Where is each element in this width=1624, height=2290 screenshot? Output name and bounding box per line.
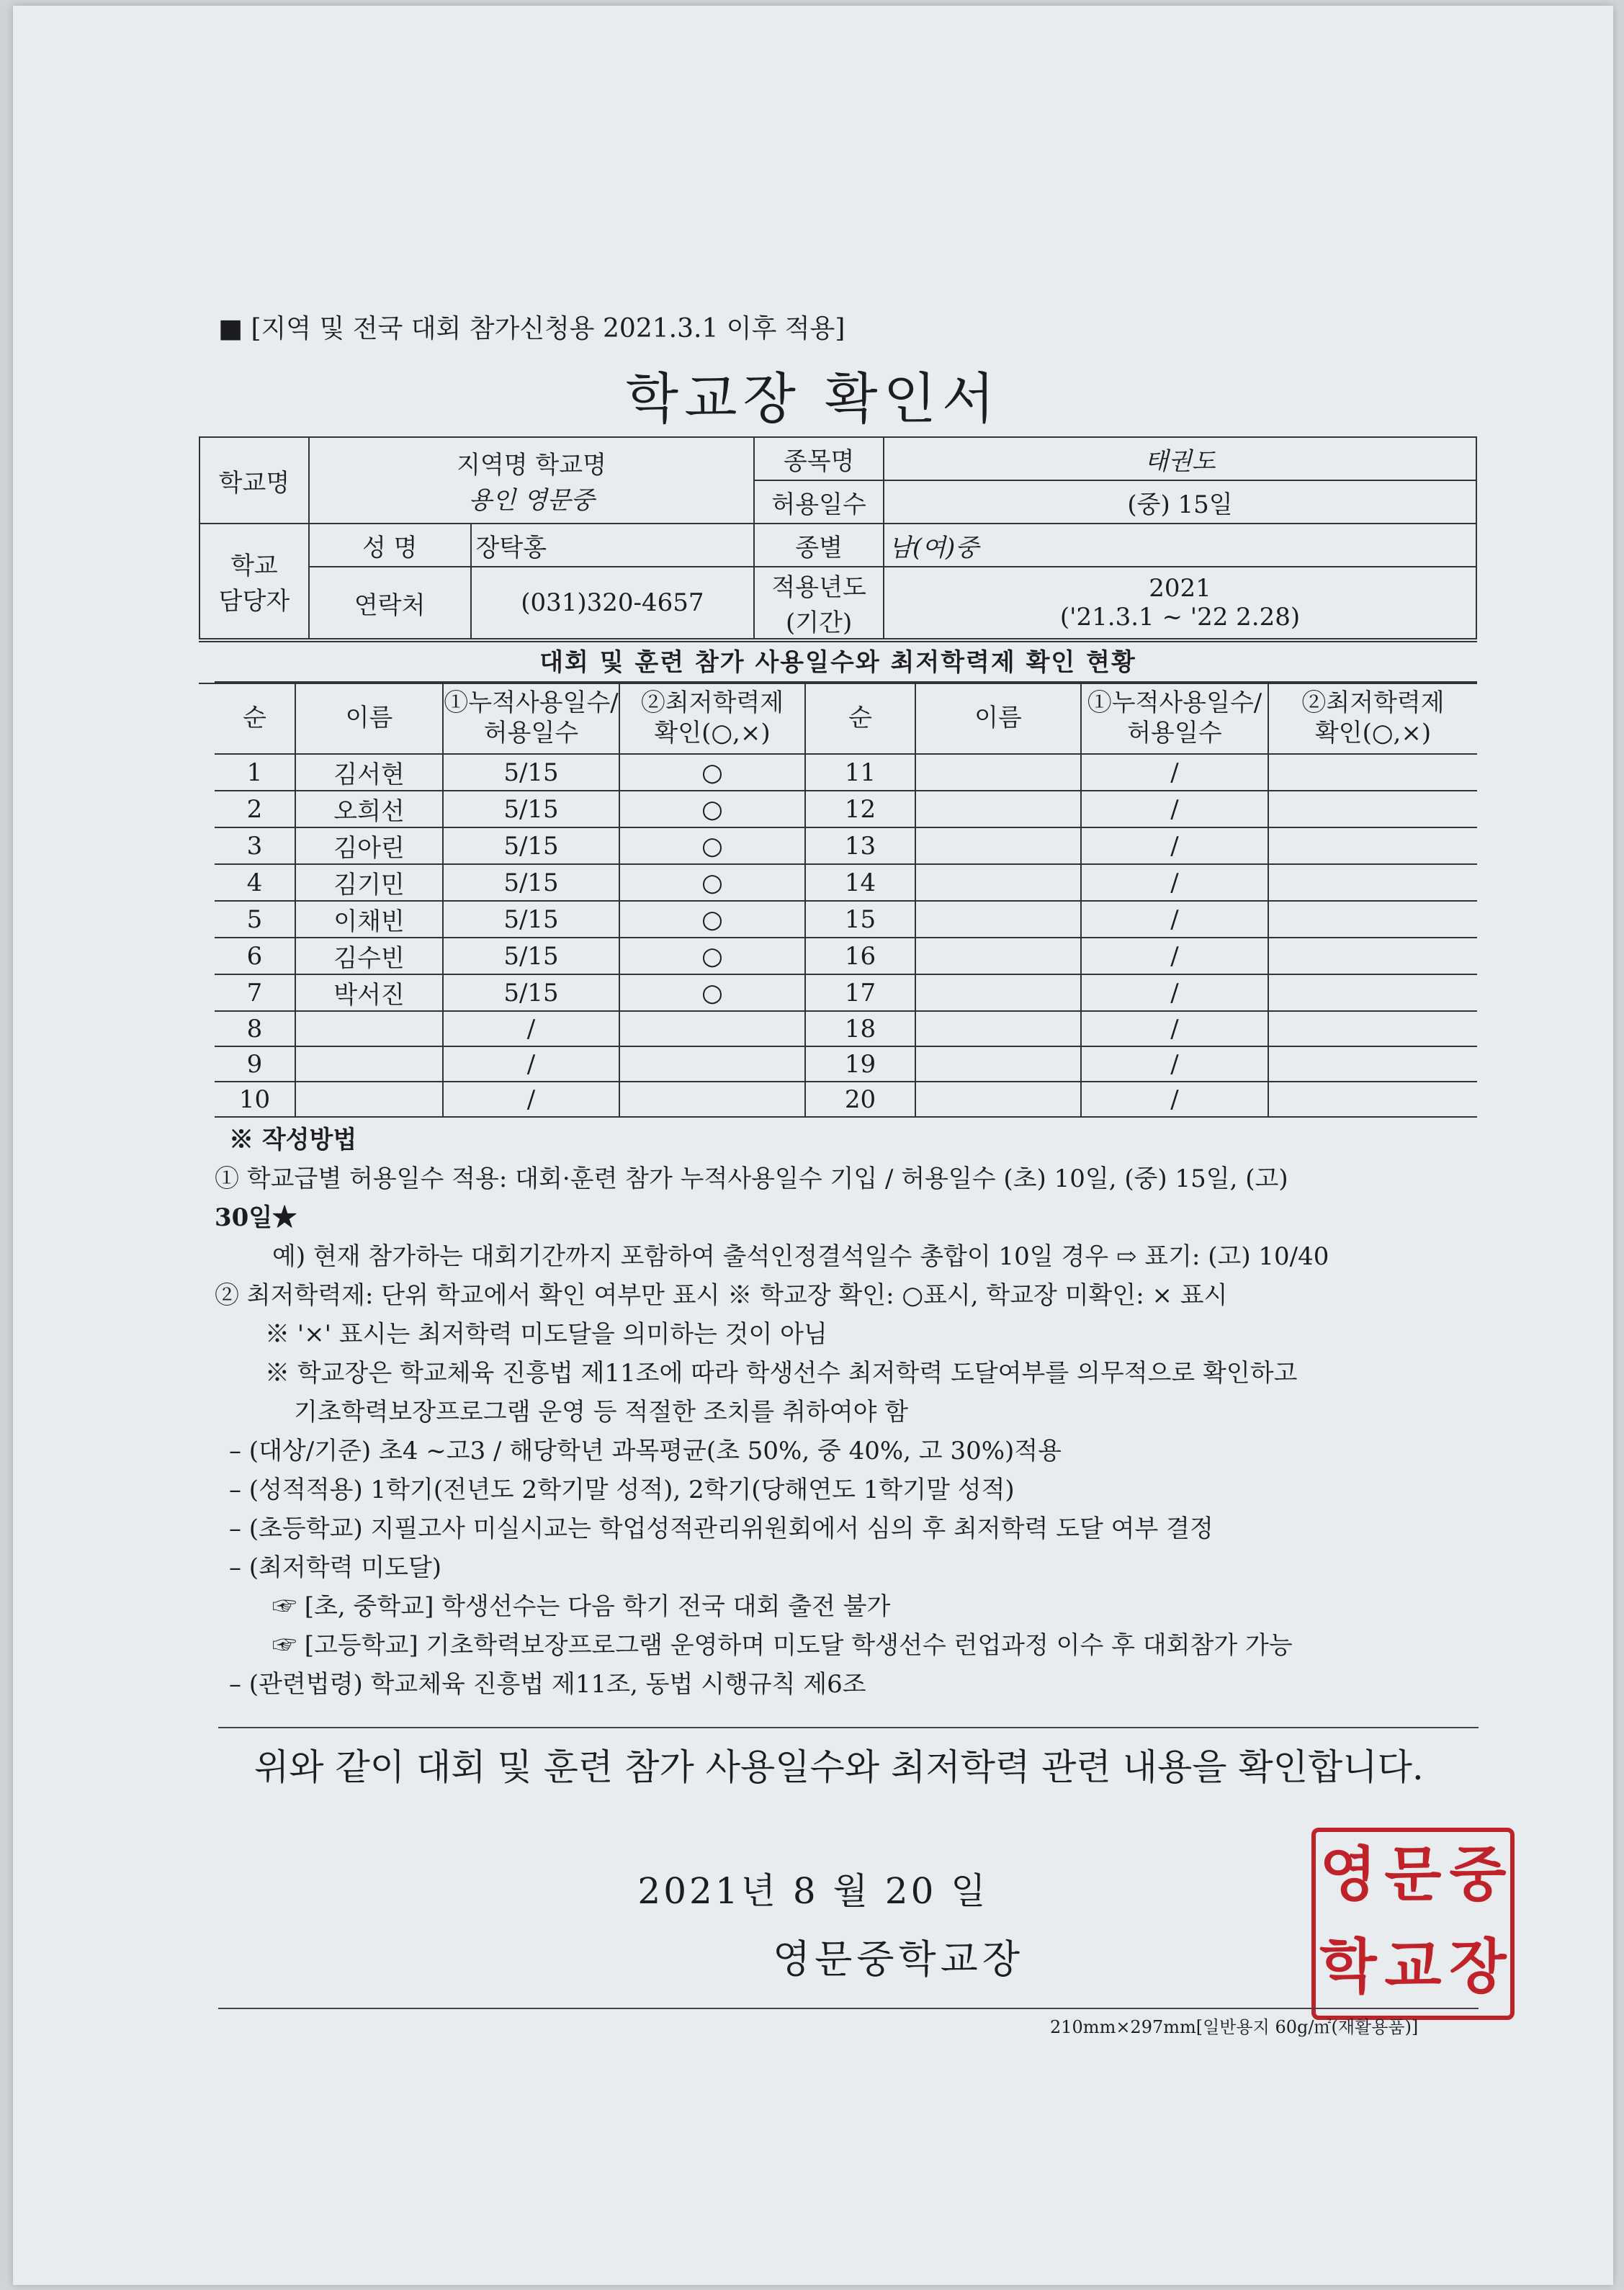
row-check-cell <box>619 1082 805 1117</box>
row-check-cell: ○ <box>619 791 805 827</box>
row-days-cell: / <box>1081 938 1268 974</box>
table-row <box>215 827 1477 864</box>
row-check-cell <box>1268 901 1477 938</box>
row-name-cell <box>915 864 1081 901</box>
note-10: ☞ [고등학교] 기초학력보장프로그램 운영하며 미도달 학생선수 런업과정 이수 후 대회참가 가능 <box>272 1631 1293 1660</box>
table-row <box>215 1046 1477 1082</box>
row-days-cell: / <box>443 1011 619 1046</box>
table-row <box>215 974 1477 1011</box>
allowed-days-value: (중) 15일 <box>884 480 1476 524</box>
row-no-cell: 9 <box>215 1046 295 1082</box>
row-name-cell <box>915 1082 1081 1117</box>
seal-char: 영 <box>1319 1841 1377 1909</box>
row-name-cell: 김서현 <box>295 754 443 791</box>
row-check-cell <box>1268 1046 1477 1082</box>
table-row <box>215 754 1477 791</box>
row-no-cell: 10 <box>215 1082 295 1117</box>
row-no-cell: 11 <box>805 754 915 791</box>
row-no-cell: 5 <box>215 901 295 938</box>
row-no-cell: 7 <box>215 974 295 1011</box>
row-check-cell: ○ <box>619 864 805 901</box>
row-name-cell <box>915 901 1081 938</box>
table-row <box>215 864 1477 901</box>
row-no-cell: 8 <box>215 1011 295 1046</box>
row-name-cell <box>295 1046 443 1082</box>
row-days-cell: / <box>1081 1082 1268 1117</box>
row-name-cell <box>915 1046 1081 1082</box>
year-label: 적용년도 <box>771 573 866 602</box>
row-days-cell: / <box>1081 974 1268 1011</box>
info-table <box>199 436 1477 639</box>
table-row <box>215 1011 1477 1046</box>
row-days-cell: / <box>443 1046 619 1082</box>
row-days-cell: / <box>1081 1046 1268 1082</box>
document-page <box>13 6 1613 2285</box>
row-days-cell: / <box>1081 791 1268 827</box>
name-label: 성 명 <box>309 524 471 567</box>
note-6: – (성적적용) 1학기(전년도 2학기말 성적), 2학기(당해연도 1학기말 성적) <box>229 1476 1015 1504</box>
row-check-cell <box>1268 1011 1477 1046</box>
divider-top <box>218 1727 1479 1728</box>
row-no-cell: 19 <box>805 1046 915 1082</box>
note-4b: 기초학력보장프로그램 운영 등 적절한 조치를 취하여야 함 <box>294 1398 909 1427</box>
row-days-cell: / <box>1081 827 1268 864</box>
row-check-cell: ○ <box>619 938 805 974</box>
gender-label: 종별 <box>754 524 884 567</box>
row-check-cell <box>1268 974 1477 1011</box>
row-name-cell: 오희선 <box>295 791 443 827</box>
row-name-cell <box>915 754 1081 791</box>
col-no-left: 순 <box>215 682 295 754</box>
status-title: 대회 및 훈련 참가 사용일수와 최저학력제 확인 현황 <box>199 641 1477 684</box>
school-value: 용인 영문중 <box>468 486 595 515</box>
name-value: 장탁홍 <box>471 524 755 567</box>
note-3: ※ '×' 표시는 최저학력 미도달을 의미하는 것이 아님 <box>265 1320 827 1349</box>
row-days-cell: 5/15 <box>443 901 619 938</box>
note-1c: 예) 현재 참가하는 대회기간까지 포함하여 출석인정결석일수 총합이 10일 경우 ⇨ 표기: (고) 10/40 <box>272 1242 1329 1271</box>
row-check-cell: ○ <box>619 827 805 864</box>
row-no-cell: 14 <box>805 864 915 901</box>
row-check-cell: ○ <box>619 901 805 938</box>
confirm-statement: 위와 같이 대회 및 훈련 참가 사용일수와 최저학력 관련 내용을 확인합니다. <box>254 1746 1424 1788</box>
row-name-cell: 김수빈 <box>295 938 443 974</box>
row-no-cell: 16 <box>805 938 915 974</box>
row-days-cell: 5/15 <box>443 864 619 901</box>
row-check-cell <box>1268 791 1477 827</box>
row-check-cell <box>1268 938 1477 974</box>
row-name-cell: 이채빈 <box>295 901 443 938</box>
note-11: – (관련법령) 학교체육 진흥법 제11조, 동법 시행규칙 제6조 <box>229 1670 866 1699</box>
row-name-cell <box>915 938 1081 974</box>
divider-bottom <box>218 2008 1479 2009</box>
row-check-cell <box>619 1046 805 1082</box>
allowed-days-label: 허용일수 <box>754 480 884 524</box>
year-period: ('21.3.1 ~ '22 2.28) <box>1059 603 1301 632</box>
year-value: 2021 <box>1149 574 1211 603</box>
form-notice: ■ [지역 및 전국 대회 참가신청용 2021.3.1 이후 적용] <box>218 314 845 344</box>
seal-char: 학 <box>1319 1932 1377 2001</box>
row-no-cell: 3 <box>215 827 295 864</box>
instructions <box>215 1121 1329 1704</box>
row-check-cell <box>619 1011 805 1046</box>
col-name-right: 이름 <box>915 682 1081 754</box>
row-no-cell: 18 <box>805 1011 915 1046</box>
row-no-cell: 2 <box>215 791 295 827</box>
school-cell <box>309 437 754 524</box>
row-no-cell: 17 <box>805 974 915 1011</box>
row-check-cell <box>1268 754 1477 791</box>
row-no-cell: 1 <box>215 754 295 791</box>
school-sub-label: 지역명 학교명 <box>457 451 606 480</box>
table-header-row <box>215 682 1477 754</box>
issue-date: 2021년 8 월 20 일 <box>637 1870 989 1912</box>
seal-char: 교 <box>1384 1932 1442 2001</box>
row-name-cell <box>915 827 1081 864</box>
note-2: ② 최저학력제: 단위 학교에서 확인 여부만 표시 ※ 학교장 확인: ○표시, 학교장 미확인: × 표시 <box>215 1281 1228 1310</box>
col-check-left: ②최저학력제 확인(○,×) <box>619 682 805 754</box>
contact-label: 연락처 <box>309 567 471 639</box>
note-9: ☞ [초, 중학교] 학생선수는 다음 학기 전국 대회 출전 불가 <box>272 1592 891 1621</box>
row-check-cell <box>1268 1082 1477 1117</box>
school-label: 학교명 <box>199 437 309 524</box>
principal-name: 영문중학교장 <box>773 1936 1024 1982</box>
note-7: – (초등학교) 지필고사 미실시교는 학업성적관리위원회에서 심의 후 최저학력 도달 여부 결정 <box>229 1514 1213 1543</box>
row-name-cell: 김기민 <box>295 864 443 901</box>
paper-spec: 210mm×297mm[일반용지 60g/㎡(재활용품)] <box>1050 2017 1419 2037</box>
row-no-cell: 12 <box>805 791 915 827</box>
row-days-cell: / <box>1081 864 1268 901</box>
official-seal <box>1311 1828 1515 2020</box>
row-check-cell: ○ <box>619 974 805 1011</box>
table-row <box>215 1082 1477 1117</box>
year-label-period: (기간) <box>786 609 853 637</box>
row-no-cell: 4 <box>215 864 295 901</box>
row-no-cell: 13 <box>805 827 915 864</box>
event-label: 종목명 <box>754 437 884 480</box>
table-row <box>215 938 1477 974</box>
note-1a: ① 학교급별 허용일수 적용: 대회·훈련 참가 누적사용일수 기입 / 허용일수 (초) 10일, (중) 15일, (고) <box>215 1164 1288 1193</box>
seal-char: 문 <box>1384 1841 1442 1909</box>
row-days-cell: 5/15 <box>443 791 619 827</box>
row-days-cell: / <box>443 1082 619 1117</box>
row-no-cell: 6 <box>215 938 295 974</box>
row-check-cell: ○ <box>619 754 805 791</box>
col-days-left: ①누적사용일수/ 허용일수 <box>443 682 619 754</box>
row-name-cell: 박서진 <box>295 974 443 1011</box>
note-4a: ※ 학교장은 학교체육 진흥법 제11조에 따라 학생선수 최저학력 도달여부를 의무적으로 확인하고 <box>265 1359 1298 1388</box>
gender-value: 남(여)중 <box>884 524 1476 567</box>
col-days-right: ①누적사용일수/ 허용일수 <box>1081 682 1268 754</box>
row-check-cell <box>1268 827 1477 864</box>
row-no-cell: 15 <box>805 901 915 938</box>
row-days-cell: / <box>1081 1011 1268 1046</box>
row-no-cell: 20 <box>805 1082 915 1117</box>
row-days-cell: 5/15 <box>443 754 619 791</box>
year-label-cell <box>754 567 884 639</box>
notes-heading: ※ 작성방법 <box>229 1126 357 1154</box>
col-check-right: ②최저학력제 확인(○,×) <box>1268 682 1477 754</box>
row-days-cell: 5/15 <box>443 974 619 1011</box>
row-days-cell: 5/15 <box>443 938 619 974</box>
row-name-cell <box>915 1011 1081 1046</box>
manager-label: 학교 담당자 <box>199 524 309 639</box>
row-name-cell <box>915 974 1081 1011</box>
note-1b: 30일★ <box>215 1203 297 1232</box>
row-days-cell: / <box>1081 754 1268 791</box>
seal-char: 장 <box>1449 1932 1507 2001</box>
row-check-cell <box>1268 864 1477 901</box>
row-name-cell <box>915 791 1081 827</box>
row-days-cell: 5/15 <box>443 827 619 864</box>
document-title: 학교장 확인서 <box>625 367 1001 431</box>
table-row <box>215 901 1477 938</box>
table-row <box>215 791 1477 827</box>
year-cell <box>884 567 1476 639</box>
row-days-cell: / <box>1081 901 1268 938</box>
event-value: 태권도 <box>884 437 1476 480</box>
row-name-cell <box>295 1082 443 1117</box>
note-8: – (최저학력 미도달) <box>229 1553 442 1582</box>
col-name-left: 이름 <box>295 682 443 754</box>
contact-value: (031)320-4657 <box>471 567 755 639</box>
col-no-right: 순 <box>805 682 915 754</box>
note-5: – (대상/기준) 초4 ~고3 / 해당학년 과목평균(초 50%, 중 40%, 고 30%)적용 <box>229 1437 1062 1465</box>
row-name-cell <box>295 1011 443 1046</box>
row-name-cell: 김아린 <box>295 827 443 864</box>
seal-char: 중 <box>1449 1841 1507 1909</box>
status-table <box>215 681 1477 1118</box>
